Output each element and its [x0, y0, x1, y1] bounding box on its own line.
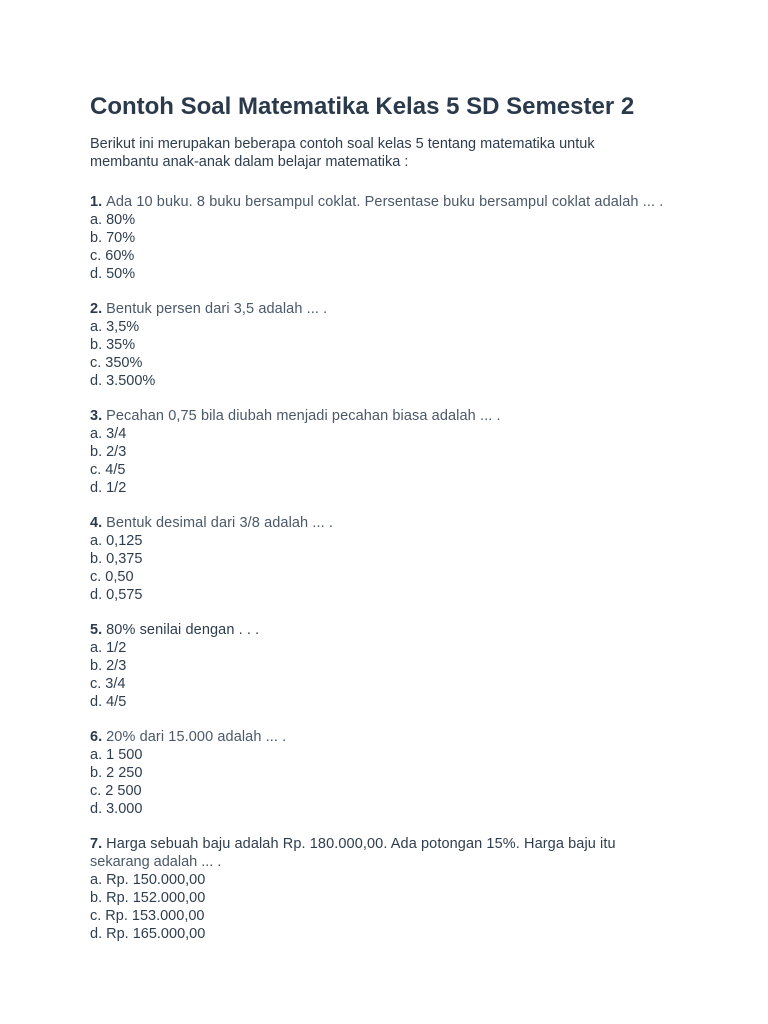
question-text: Ada 10 buku. 8 buku bersampul coklat. Persentase buku bersampul coklat adalah ... .: [106, 194, 664, 210]
option-c: c. 3/4: [90, 676, 126, 692]
question-line: [90, 835, 698, 853]
option-list: [90, 746, 698, 818]
option-b: b. 2/3: [90, 658, 127, 674]
question-block: [90, 514, 698, 604]
intro-line: membantu anak-anak dalam belajar matematika :: [90, 154, 409, 170]
option-a: a. 1/2: [90, 640, 127, 656]
question-text: Harga sebuah baju adalah Rp. 180.000,00. Ada potongan 15%. Harga baju itu: [106, 836, 616, 852]
question-block: [90, 300, 698, 390]
option-a: a. Rp. 150.000,00: [90, 872, 206, 888]
option-a: a. 3/4: [90, 426, 127, 442]
option-c: c. 350%: [90, 355, 143, 371]
option-c: c. 4/5: [90, 462, 126, 478]
option-b: b. 2 250: [90, 765, 143, 781]
question-number: 7.: [90, 836, 103, 852]
question-number: 4.: [90, 515, 103, 531]
question-text: Pecahan 0,75 bila diubah menjadi pecahan biasa adalah ... .: [106, 408, 501, 424]
option-list: [90, 318, 698, 390]
question-number: 5.: [90, 622, 103, 638]
question-number: 3.: [90, 408, 103, 424]
question-block: [90, 835, 698, 943]
option-a: a. 1 500: [90, 747, 143, 763]
option-c: c. Rp. 153.000,00: [90, 908, 205, 924]
question-text: Bentuk persen dari 3,5 adalah ... .: [106, 301, 328, 317]
option-d: d. 50%: [90, 266, 136, 282]
question-line: [90, 407, 698, 425]
option-d: d. 4/5: [90, 694, 127, 710]
option-list: [90, 425, 698, 497]
option-list: [90, 871, 698, 943]
question-block: [90, 193, 698, 283]
option-b: b. 2/3: [90, 444, 127, 460]
question-block: [90, 621, 698, 711]
question-text-continuation: sekarang adalah ... .: [90, 854, 222, 870]
question-text: 80% senilai dengan . . .: [106, 622, 260, 638]
option-b: b. Rp. 152.000,00: [90, 890, 206, 906]
option-d: d. 3.000: [90, 801, 143, 817]
option-list: [90, 639, 698, 711]
option-d: d. 0,575: [90, 587, 143, 603]
question-number: 2.: [90, 301, 103, 317]
option-a: a. 0,125: [90, 533, 143, 549]
question-text: 20% dari 15.000 adalah ... .: [106, 729, 287, 745]
option-d: d. Rp. 165.000,00: [90, 926, 206, 942]
option-c: c. 2 500: [90, 783, 142, 799]
question-text: Bentuk desimal dari 3/8 adalah ... .: [106, 515, 333, 531]
option-c: c. 60%: [90, 248, 135, 264]
intro-line: Berikut ini merupakan beberapa contoh soal kelas 5 tentang matematika untuk: [90, 136, 595, 152]
option-b: b. 70%: [90, 230, 136, 246]
option-a: a. 3,5%: [90, 319, 140, 335]
option-list: [90, 532, 698, 604]
question-number: 6.: [90, 729, 103, 745]
question-number: 1.: [90, 194, 103, 210]
intro-paragraph: [90, 135, 698, 171]
question-block: [90, 728, 698, 818]
question-line: [90, 193, 698, 211]
option-b: b. 35%: [90, 337, 136, 353]
page-title: Contoh Soal Matematika Kelas 5 SD Semester 2: [90, 93, 635, 120]
option-d: d. 1/2: [90, 480, 127, 496]
option-c: c. 0,50: [90, 569, 134, 585]
question-block: [90, 407, 698, 497]
option-a: a. 80%: [90, 212, 136, 228]
option-b: b. 0,375: [90, 551, 143, 567]
question-line: [90, 514, 698, 532]
question-line: [90, 300, 698, 318]
question-line: [90, 621, 698, 639]
option-list: [90, 211, 698, 283]
question-line: [90, 728, 698, 746]
option-d: d. 3.500%: [90, 373, 156, 389]
